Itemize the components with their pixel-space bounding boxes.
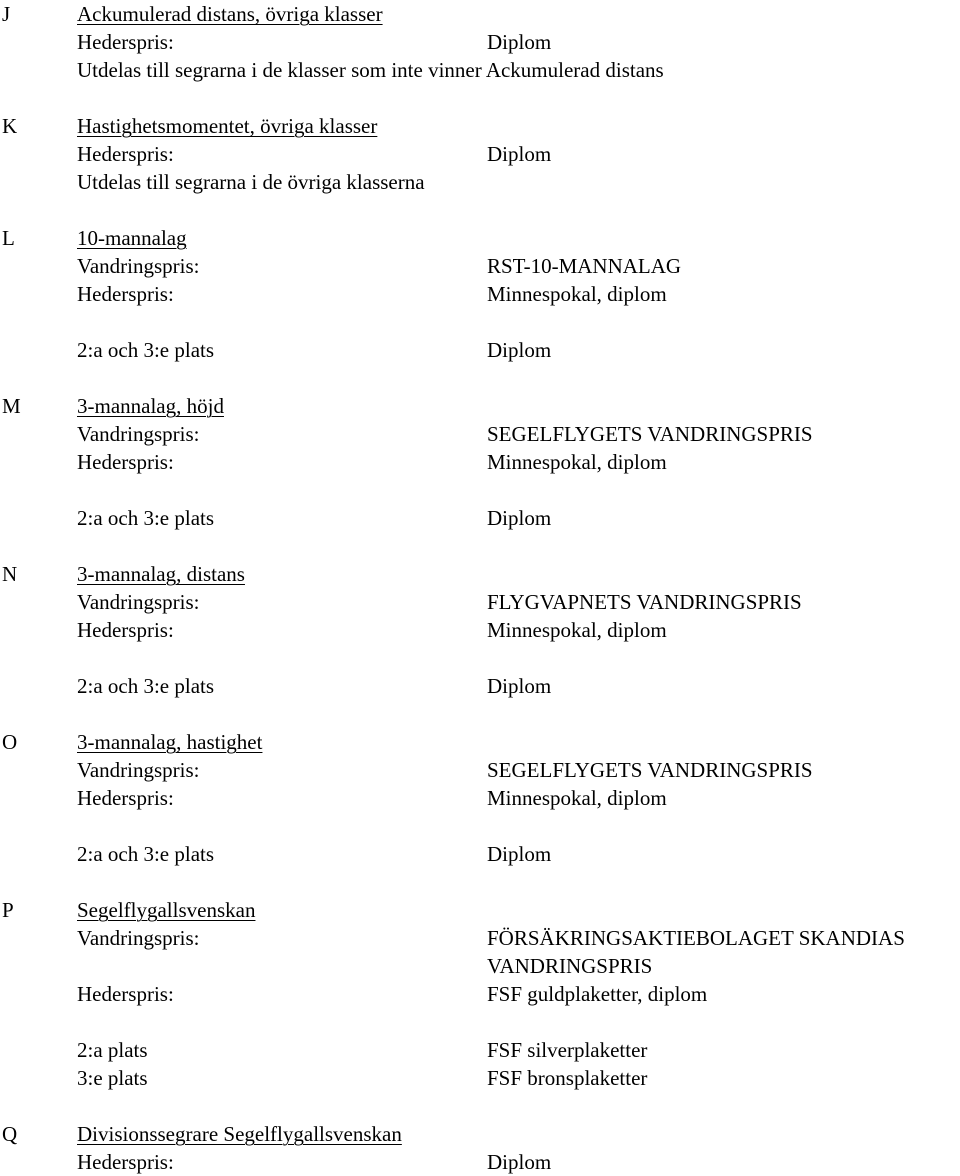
section-header-m <box>0 392 960 420</box>
prize-value: RST-10-MANNALAG <box>487 254 682 278</box>
prize-row <box>0 924 960 952</box>
prize-value: Minnespokal, diplom <box>487 282 667 306</box>
prize-value: Minnespokal, diplom <box>487 618 667 642</box>
prize-value: Diplom <box>487 338 552 362</box>
prize-value: VANDRINGSPRIS <box>487 954 653 978</box>
prize-row <box>0 420 960 448</box>
prize-note <box>0 56 960 84</box>
prize-row <box>0 1036 960 1064</box>
prize-value: Minnespokal, diplom <box>487 786 667 810</box>
section-letter: J <box>2 2 11 26</box>
prize-value: SEGELFLYGETS VANDRINGSPRIS <box>487 422 813 446</box>
section-header-o <box>0 728 960 756</box>
prize-value: FLYGVAPNETS VANDRINGSPRIS <box>487 590 802 614</box>
prize-label: Hederspris: <box>77 618 174 642</box>
section-title: Divisionssegrare Segelflygallsvenskan <box>77 1122 402 1146</box>
prize-row <box>0 1064 960 1092</box>
prize-value: FÖRSÄKRINGSAKTIEBOLAGET SKANDIAS <box>487 926 905 950</box>
prize-label: Hederspris: <box>77 142 174 166</box>
section-letter: L <box>2 226 15 250</box>
prize-row <box>0 504 960 532</box>
section-header-q <box>0 1120 960 1148</box>
prize-row <box>0 280 960 308</box>
section-letter: N <box>2 562 18 586</box>
prize-row <box>0 952 960 980</box>
prize-row <box>0 672 960 700</box>
prize-label: 2:a och 3:e plats <box>77 506 215 530</box>
prize-value: Diplom <box>487 842 552 866</box>
prize-value: Diplom <box>487 506 552 530</box>
section-header-n <box>0 560 960 588</box>
section-title: 3-mannalag, höjd <box>77 394 224 418</box>
prize-label: Hederspris: <box>77 786 174 810</box>
prize-row <box>0 140 960 168</box>
section-letter: O <box>2 730 18 754</box>
prize-label: Vandringspris: <box>77 254 200 278</box>
section-letter: P <box>2 898 14 922</box>
prize-row <box>0 1148 960 1176</box>
section-title: Segelflygallsvenskan <box>77 898 256 922</box>
section-letter: K <box>2 114 18 138</box>
prize-row <box>0 28 960 56</box>
prize-label: Hederspris: <box>77 982 174 1006</box>
prize-label: Vandringspris: <box>77 590 200 614</box>
prize-value: FSF silverplaketter <box>487 1038 648 1062</box>
prize-label: 2:a och 3:e plats <box>77 674 215 698</box>
prize-note-text: Utdelas till segrarna i de övriga klasserna <box>77 170 425 194</box>
section-header-p <box>0 896 960 924</box>
section-letter: M <box>2 394 21 418</box>
prize-row <box>0 756 960 784</box>
prize-label: 3:e plats <box>77 1066 148 1090</box>
prize-value: Diplom <box>487 1150 552 1174</box>
prize-value: Diplom <box>487 142 552 166</box>
prize-label: 2:a och 3:e plats <box>77 842 215 866</box>
section-letter: Q <box>2 1122 18 1146</box>
prize-note-text: Utdelas till segrarna i de klasser som inte vinner Ackumulerad distans <box>77 58 664 82</box>
section-title: Ackumulerad distans, övriga klasser <box>77 2 383 26</box>
prize-label: Vandringspris: <box>77 758 200 782</box>
prize-row <box>0 448 960 476</box>
prize-label: Vandringspris: <box>77 422 200 446</box>
section-header-j <box>0 0 960 28</box>
prize-value: FSF bronsplaketter <box>487 1066 648 1090</box>
prize-label: Hederspris: <box>77 1150 174 1174</box>
prize-label: 2:a plats <box>77 1038 148 1062</box>
prize-row <box>0 616 960 644</box>
prize-row <box>0 980 960 1008</box>
prize-value: Minnespokal, diplom <box>487 450 667 474</box>
prize-row <box>0 784 960 812</box>
section-header-k <box>0 112 960 140</box>
prize-value: Diplom <box>487 30 552 54</box>
section-title: 3-mannalag, distans <box>77 562 245 586</box>
prize-row <box>0 252 960 280</box>
prize-row <box>0 336 960 364</box>
prize-label: Hederspris: <box>77 282 174 306</box>
prize-label: Hederspris: <box>77 450 174 474</box>
prize-note <box>0 168 960 196</box>
prize-label: 2:a och 3:e plats <box>77 338 215 362</box>
prize-label: Hederspris: <box>77 30 174 54</box>
section-title: 3-mannalag, hastighet <box>77 730 263 754</box>
prize-row <box>0 588 960 616</box>
prize-value: SEGELFLYGETS VANDRINGSPRIS <box>487 758 813 782</box>
prize-value: FSF guldplaketter, diplom <box>487 982 708 1006</box>
prize-label: Vandringspris: <box>77 926 200 950</box>
prize-value: Diplom <box>487 674 552 698</box>
section-header-l <box>0 224 960 252</box>
section-title: 10-mannalag <box>77 226 187 250</box>
section-title: Hastighetsmomentet, övriga klasser <box>77 114 378 138</box>
prize-row <box>0 840 960 868</box>
